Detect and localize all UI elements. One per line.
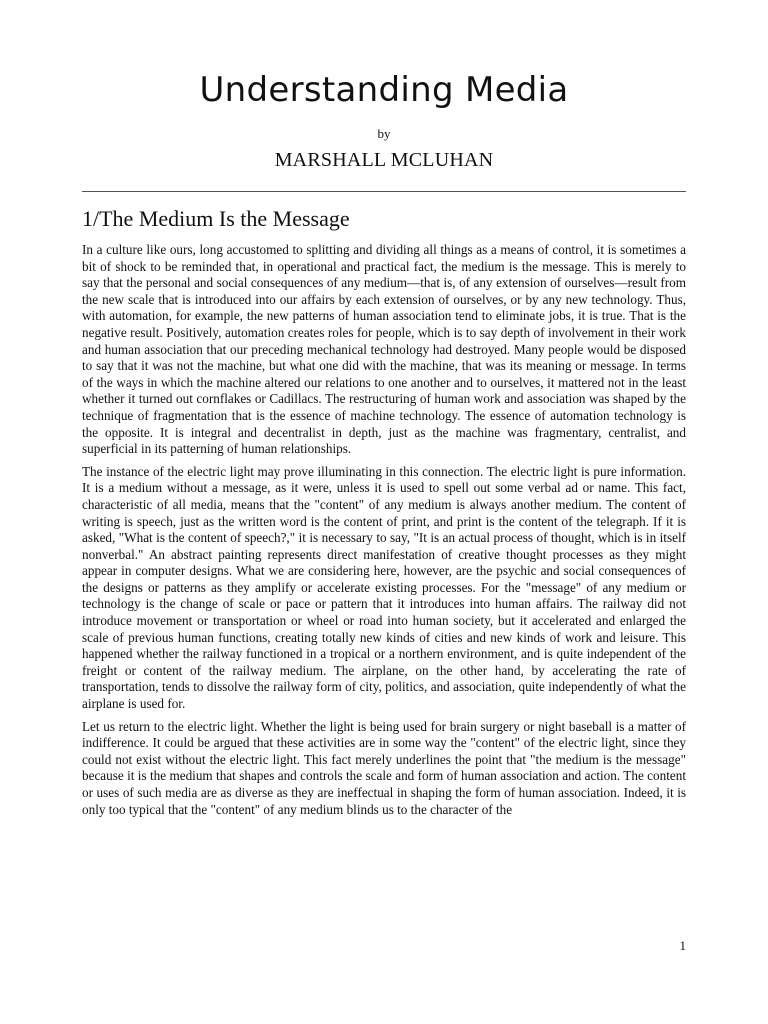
chapter-heading: 1/The Medium Is the Message (82, 206, 350, 231)
page-number: 1 (679, 938, 686, 953)
horizontal-divider (82, 191, 686, 192)
paragraph: Let us return to the electric light. Whether the light is being used for brain surgery or night baseball is a matter of indifference. It could be argued that these activities are in some way the "content" of the electric light, since they could not exist without the electric light. This fact merely underlines the point that "the medium is the message" because it is the medium that shapes and controls the scale and form of human association and action. The content or uses of such media are as diverse as they are ineffectual in shaping the form of human association. Indeed, it is only too typical that the "content" of any medium blinds us to the character of the (82, 718, 686, 817)
book-title: Understanding Media (199, 70, 569, 110)
byline: by (377, 126, 391, 141)
body-text (82, 242, 686, 912)
paragraph: The instance of the electric light may prove illuminating in this connection. The electric light is pure information. It is a medium without a message, as it were, unless it is used to spell out some verbal ad or name. This fact, characteristic of all media, means that the "content" of any medium is always another medium. The content of writing is speech, just as the written word is the content of print, and print is the content of the telegraph. If it is asked, "What is the content of speech?," it is necessary to say, "It is an actual process of thought, which is in itself nonverbal." An abstract painting represents direct manifestation of creative thought processes as they might appear in computer designs. What we are considering here, however, are the psychic and social consequences of the designs or patterns as they amplify or accelerate existing processes. For the "message" of any medium or technology is the change of scale or pace or pattern that it introduces into human affairs. The railway did not introduce movement or transportation or wheel or road into human society, but it accelerated and enlarged the scale of previous human functions, creating totally new kinds of cities and new kinds of work and leisure. This happened whether the railway functioned in a tropical or a northern environment, and is quite independent of the freight or content of the railway medium. The airplane, on the other hand, by accelerating the rate of transportation, tends to dissolve the railway form of city, politics, and association, quite independently of what the airplane is used for. (82, 463, 686, 712)
author-name: MARSHALL MCLUHAN (274, 149, 494, 171)
paragraph: In a culture like ours, long accustomed to splitting and dividing all things as a means of control, it is sometimes a bit of shock to be reminded that, in operational and practical fact, the medium is the message. This is merely to say that the personal and social consequences of any medium—that is, of any extension of ourselves—result from the new scale that is introduced into our affairs by each extension of ourselves, or by any new technology. Thus, with automation, for example, the new patterns of human association tend to eliminate jobs, it is true. That is the negative result. Positively, automation creates roles for people, which is to say depth of involvement in their work and human association that our preceding mechanical technology had destroyed. Many people would be disposed to say that it was not the machine, but what one did with the machine, that was its meaning or message. In terms of the ways in which the machine altered our relations to one another and to ourselves, it mattered not in the least whether it turned out cornflakes or Cadillacs. The restructuring of human work and association was shaped by the technique of fragmentation that is the essence of machine technology. The essence of automation technology is the opposite. It is integral and decentralist in depth, just as the machine was fragmentary, centralist, and superficial in its patterning of human relationships. (82, 242, 686, 457)
